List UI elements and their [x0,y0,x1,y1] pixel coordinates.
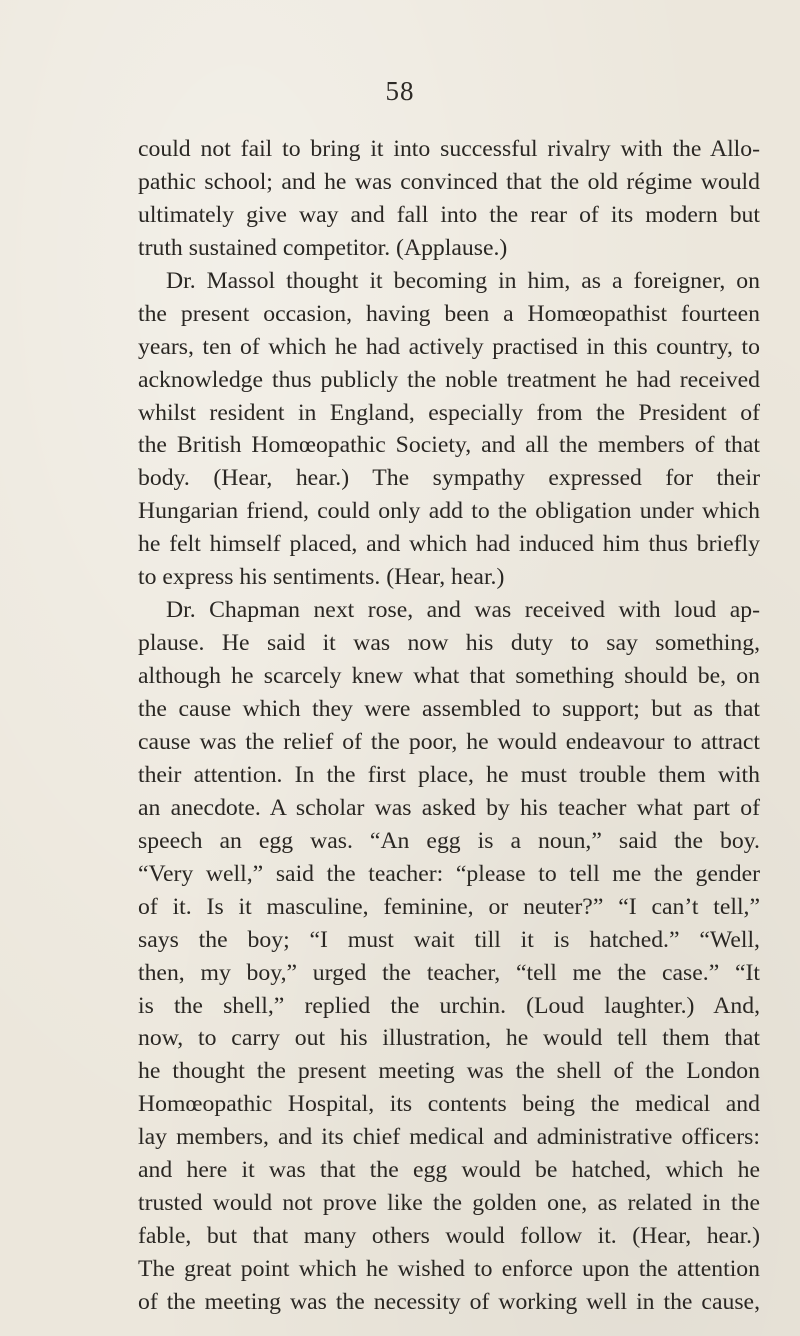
text-line: an anecdote. A scholar was asked by his teacher what part of [138,794,760,821]
text-line: now, to carry out his illustration, he would tell them that [138,1025,760,1052]
text-line: whilst resident in England, especially from the President of [138,399,760,426]
text-line: “Very well,” said the teacher: “please to tell me the gender [138,860,760,887]
text-line: acknowledge thus publicly the noble treatment he had received [138,366,760,393]
text-line: fable, but that many others would follow it. (Hear, hear.) [138,1223,760,1250]
text-line: the present occasion, having been a Homœopathist fourteen [138,300,760,327]
text-line: lay members, and its chief medical and administrative officers: [138,1124,760,1151]
text-line: cause was the relief of the poor, he would endeavour to attract [138,728,760,755]
text-line: the British Homœopathic Society, and all the members of that [138,432,760,459]
text-line: then, my boy,” urged the teacher, “tell me the case.” “It [138,959,760,986]
text-line: of it. Is it masculine, feminine, or neuter?” “I can’t tell,” [138,893,760,920]
text-line: truth sustained competitor. (Applause.) [138,234,508,261]
text-line: speech an egg was. “An egg is a noun,” said the boy. [138,827,760,854]
text-line: plause. He said it was now his duty to say something, [138,630,760,657]
text-line: Dr. Massol thought it becoming in him, as a foreigner, on [166,267,760,294]
text-line: body. (Hear, hear.) The sympathy expressed for their [138,465,760,492]
text-line: ultimately give way and fall into the rear of its modern but [138,201,760,228]
text-line: their attention. In the first place, he must trouble them with [138,761,760,788]
text-line: The great point which he wished to enforce upon the attention [138,1256,760,1283]
text-line: years, ten of which he had actively practised in this country, to [138,333,760,360]
text-line: of the meeting was the necessity of working well in the cause, [138,1289,760,1315]
text-line: the cause which they were assembled to support; but as that [138,696,760,723]
text-line: he felt himself placed, and which had induced him thus briefly [138,531,760,558]
text-line: Hungarian friend, could only add to the obligation under which [138,498,760,525]
text-line: Dr. Chapman next rose, and was received with loud ap- [166,597,760,624]
text-line: and here it was that the egg would be hatched, which he [138,1157,760,1184]
text-line: says the boy; “I must wait till it is hatched.” “Well, [138,926,760,953]
text-line: although he scarcely knew what that something should be, on [138,663,760,690]
text-line: Homœopathic Hospital, its contents being the medical and [138,1091,760,1118]
text-line: is the shell,” replied the urchin. (Loud laughter.) And, [138,992,760,1019]
text-line: pathic school; and he was convinced that the old régime would [138,168,760,195]
text-line: to express his sentiments. (Hear, hear.) [138,564,505,591]
text-line: could not fail to bring it into successful rivalry with the Allo- [138,136,760,162]
text-line: trusted would not prove like the golden one, as related in the [138,1190,760,1217]
page-number: 58 [385,76,415,106]
text-line: he thought the present meeting was the shell of the London [138,1058,760,1085]
